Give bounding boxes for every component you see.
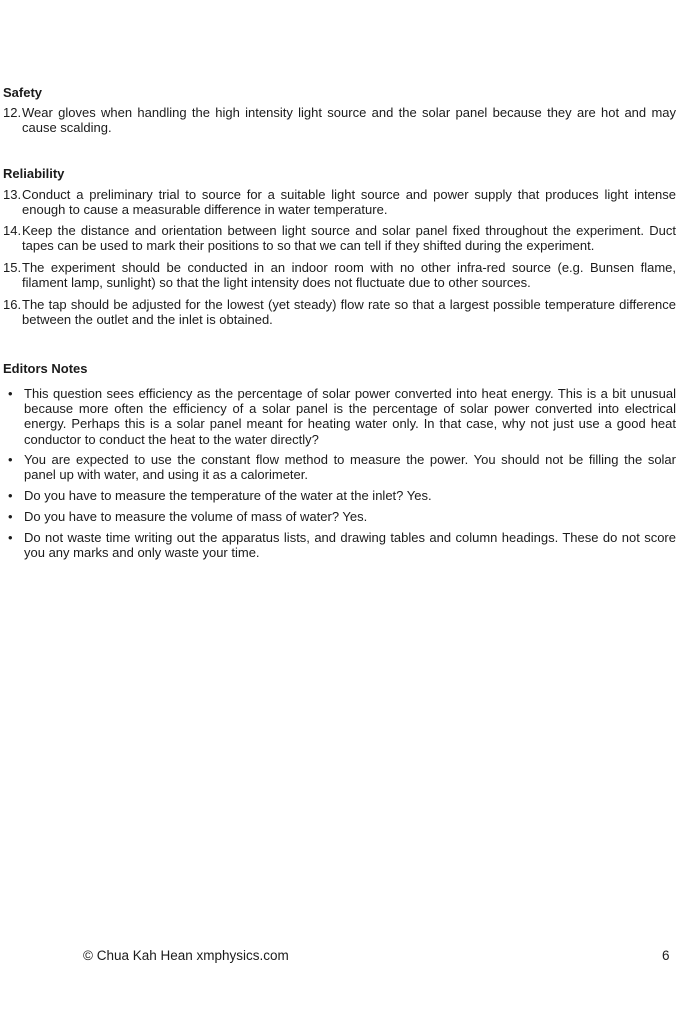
- numbered-item-12: [3, 105, 676, 136]
- text-line: This question sees efficiency as the percentage of solar power converted into heat energy. This is a bit unusual: [24, 385, 676, 401]
- item-text: [24, 488, 676, 503]
- numbered-item-15: [3, 260, 676, 291]
- text-line: you any marks and only waste your time.: [24, 544, 260, 560]
- text-line: enough to cause a measurable difference in water temperature.: [22, 201, 388, 217]
- bullet-icon: •: [8, 487, 13, 503]
- text-line: The experiment should be conducted in an indoor room with no other infra-red source (e.g. Bunsen flame,: [22, 260, 676, 275]
- numbered-item-14: [3, 223, 676, 254]
- bullet-icon: •: [8, 385, 13, 401]
- text-line: energy. Perhaps this is a solar panel meant for heating water only. In that case, why not just use a good heat: [24, 416, 676, 432]
- bullet-icon: •: [8, 451, 13, 467]
- footer-copyright: © Chua Kah Hean xmphysics.com: [83, 948, 289, 963]
- text-line: panel up with water, and using it as a calorimeter.: [24, 466, 308, 482]
- text-line: Do not waste time writing out the apparatus lists, and drawing tables and column headings. These do not score: [24, 529, 676, 545]
- item-text: [22, 187, 676, 218]
- text-line: Do you have to measure the temperature of the water at the inlet? Yes.: [24, 487, 432, 503]
- section-heading-editors-notes: Editors Notes: [3, 360, 88, 376]
- item-number: 12.: [3, 104, 22, 120]
- text-line: Wear gloves when handling the high intensity light source and the solar panel because they are hot and may: [22, 104, 676, 120]
- item-text: [24, 509, 676, 524]
- bullet-item: [3, 488, 676, 503]
- item-number: 15.: [3, 260, 22, 275]
- item-number: 13.: [3, 186, 22, 202]
- text-line: You are expected to use the constant flow method to measure the power. You should not be filling the solar: [24, 451, 676, 467]
- item-text: [24, 530, 676, 561]
- bullet-icon: •: [8, 529, 13, 545]
- text-line: cause scalding.: [22, 119, 112, 135]
- text-line: conductor to conduct the heat to the water directly?: [24, 431, 319, 447]
- item-text: [22, 223, 676, 254]
- item-number: 16.: [3, 297, 22, 312]
- page-number: 6: [662, 948, 670, 963]
- numbered-item-16: [3, 297, 676, 328]
- text-line: The tap should be adjusted for the lowest (yet steady) flow rate so that a largest possible temperature difference: [22, 297, 676, 312]
- item-text: [22, 105, 676, 136]
- item-number: 14.: [3, 222, 22, 238]
- section-heading-safety: Safety: [3, 84, 43, 100]
- text-line: Keep the distance and orientation between light source and solar panel fixed throughout the experiment. Duct: [22, 222, 676, 238]
- text-line: between the outlet and the inlet is obtained.: [22, 312, 273, 328]
- text-line: Do you have to measure the volume of mass of water? Yes.: [24, 508, 368, 524]
- section-heading-reliability: Reliability: [3, 165, 65, 181]
- bullet-icon: •: [8, 508, 13, 524]
- text-line: Conduct a preliminary trial to source for a suitable light source and power supply that produces light intense: [22, 186, 676, 202]
- bullet-item: [3, 530, 676, 561]
- item-text: [22, 297, 676, 328]
- item-text: [22, 260, 676, 291]
- text-line: filament lamp, sunlight) so that the light intensity does not fluctuate due to other sources.: [22, 275, 531, 291]
- item-text: [24, 386, 676, 447]
- item-text: [24, 452, 676, 483]
- text-line: tapes can be used to mark their positions to so that we can tell if they shifted during the experiment.: [22, 237, 595, 253]
- bullet-item: [3, 509, 676, 524]
- bullet-item: [3, 386, 676, 447]
- text-line: because more often the efficiency of a solar panel is the percentage of solar power converted into electrical: [24, 400, 676, 416]
- bullet-item: [3, 452, 676, 483]
- numbered-item-13: [3, 187, 676, 218]
